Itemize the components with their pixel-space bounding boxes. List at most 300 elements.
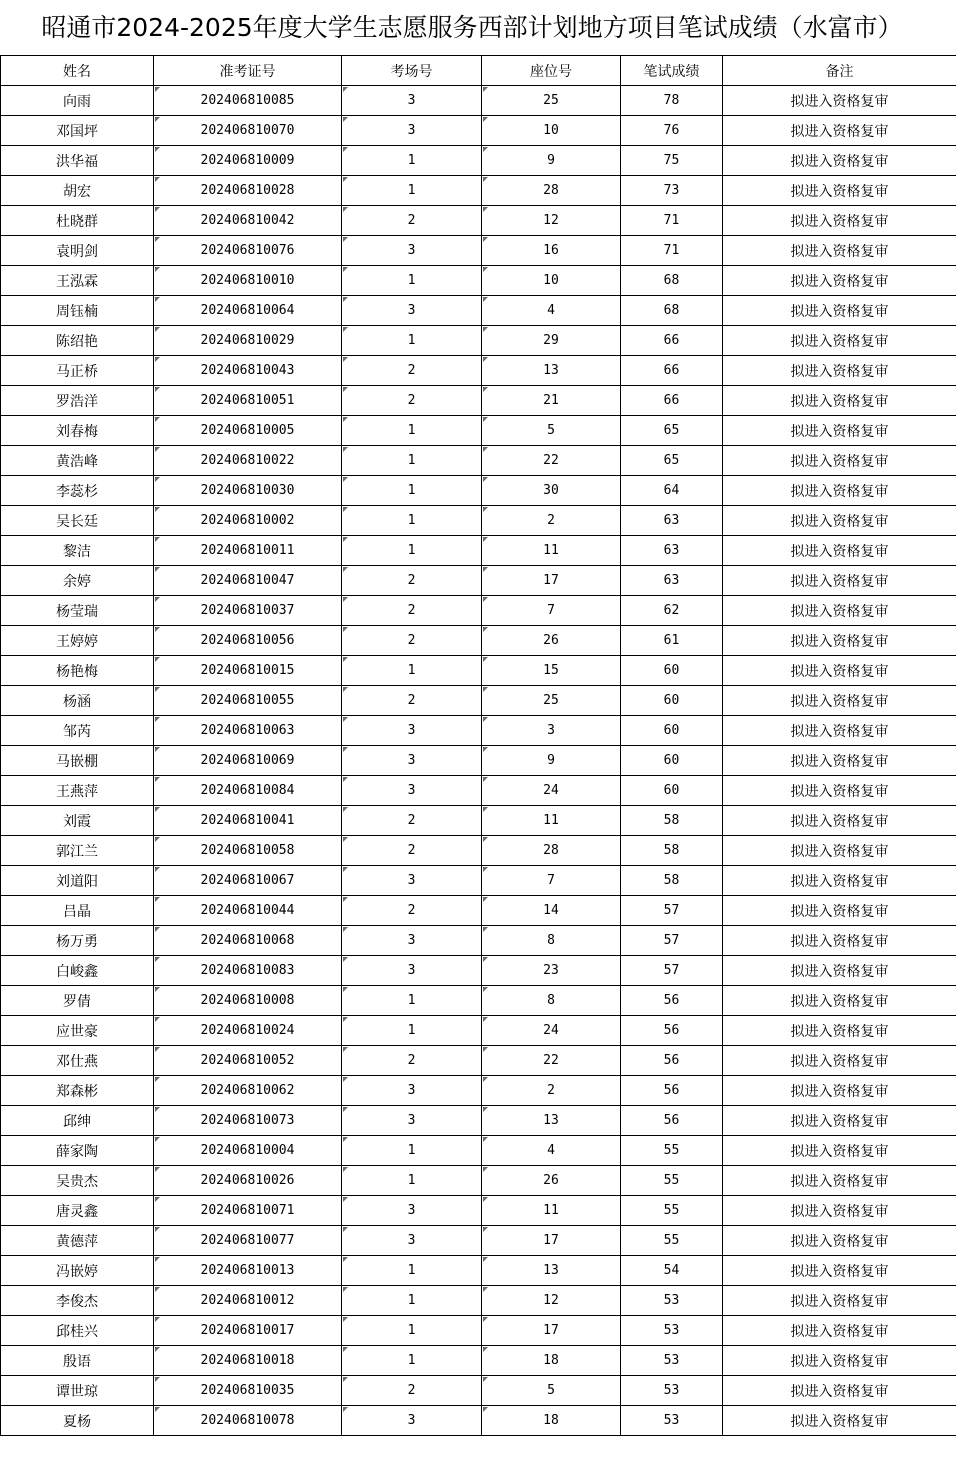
cell-written-score: 71 [621, 236, 723, 266]
cell-remarks: 拟进入资格复审 [723, 1226, 956, 1256]
cell-exam-room: 3 [342, 1196, 482, 1226]
cell-ticket-number: 202406810024 [154, 1016, 342, 1046]
cell-seat-number: 11 [482, 806, 621, 836]
cell-ticket-number: 202406810008 [154, 986, 342, 1016]
cell-written-score: 53 [621, 1406, 723, 1436]
table-row [1, 626, 956, 656]
table-row [1, 776, 956, 806]
cell-name: 王泓霖 [1, 266, 154, 296]
table-row [1, 146, 956, 176]
cell-name: 邹芮 [1, 716, 154, 746]
cell-name: 邓仕燕 [1, 1046, 154, 1076]
cell-seat-number: 17 [482, 1316, 621, 1346]
cell-written-score: 76 [621, 116, 723, 146]
table-row [1, 956, 956, 986]
cell-exam-room: 3 [342, 1226, 482, 1256]
cell-name: 邱绅 [1, 1106, 154, 1136]
cell-ticket-number: 202406810042 [154, 206, 342, 236]
cell-seat-number: 13 [482, 1256, 621, 1286]
cell-remarks: 拟进入资格复审 [723, 1046, 956, 1076]
cell-remarks: 拟进入资格复审 [723, 836, 956, 866]
header-seat-number: 座位号 [482, 56, 621, 86]
cell-seat-number: 12 [482, 206, 621, 236]
cell-exam-room: 1 [342, 146, 482, 176]
cell-exam-room: 2 [342, 626, 482, 656]
cell-written-score: 63 [621, 536, 723, 566]
cell-seat-number: 15 [482, 656, 621, 686]
cell-remarks: 拟进入资格复审 [723, 626, 956, 656]
cell-ticket-number: 202406810064 [154, 296, 342, 326]
cell-exam-room: 2 [342, 1046, 482, 1076]
cell-name: 冯嵌婷 [1, 1256, 154, 1286]
cell-ticket-number: 202406810052 [154, 1046, 342, 1076]
cell-name: 黄浩峰 [1, 446, 154, 476]
cell-ticket-number: 202406810085 [154, 86, 342, 116]
table-row [1, 506, 956, 536]
cell-seat-number: 11 [482, 1196, 621, 1226]
table-row [1, 1016, 956, 1046]
cell-remarks: 拟进入资格复审 [723, 146, 956, 176]
table-row [1, 176, 956, 206]
cell-name: 李俊杰 [1, 1286, 154, 1316]
cell-exam-room: 3 [342, 296, 482, 326]
cell-name: 郑森彬 [1, 1076, 154, 1106]
table-row [1, 1406, 956, 1436]
cell-ticket-number: 202406810029 [154, 326, 342, 356]
cell-seat-number: 17 [482, 566, 621, 596]
cell-written-score: 71 [621, 206, 723, 236]
table-row [1, 716, 956, 746]
cell-exam-room: 1 [342, 266, 482, 296]
table-row [1, 1226, 956, 1256]
cell-seat-number: 24 [482, 1016, 621, 1046]
cell-name: 谭世琼 [1, 1376, 154, 1406]
cell-ticket-number: 202406810069 [154, 746, 342, 776]
cell-exam-room: 3 [342, 776, 482, 806]
cell-ticket-number: 202406810073 [154, 1106, 342, 1136]
cell-name: 杨万勇 [1, 926, 154, 956]
cell-ticket-number: 202406810071 [154, 1196, 342, 1226]
cell-remarks: 拟进入资格复审 [723, 1016, 956, 1046]
cell-name: 唐灵鑫 [1, 1196, 154, 1226]
cell-seat-number: 8 [482, 926, 621, 956]
cell-seat-number: 10 [482, 116, 621, 146]
cell-exam-room: 3 [342, 86, 482, 116]
cell-exam-room: 3 [342, 926, 482, 956]
cell-seat-number: 17 [482, 1226, 621, 1256]
cell-ticket-number: 202406810017 [154, 1316, 342, 1346]
cell-written-score: 62 [621, 596, 723, 626]
cell-written-score: 60 [621, 746, 723, 776]
cell-seat-number: 28 [482, 836, 621, 866]
cell-remarks: 拟进入资格复审 [723, 656, 956, 686]
cell-exam-room: 1 [342, 506, 482, 536]
cell-remarks: 拟进入资格复审 [723, 896, 956, 926]
cell-seat-number: 26 [482, 1166, 621, 1196]
cell-exam-room: 3 [342, 1406, 482, 1436]
cell-written-score: 61 [621, 626, 723, 656]
cell-seat-number: 25 [482, 686, 621, 716]
cell-ticket-number: 202406810009 [154, 146, 342, 176]
cell-exam-room: 1 [342, 1136, 482, 1166]
cell-seat-number: 4 [482, 296, 621, 326]
cell-written-score: 75 [621, 146, 723, 176]
cell-seat-number: 5 [482, 1376, 621, 1406]
cell-written-score: 54 [621, 1256, 723, 1286]
cell-exam-room: 1 [342, 476, 482, 506]
cell-ticket-number: 202406810022 [154, 446, 342, 476]
cell-remarks: 拟进入资格复审 [723, 1076, 956, 1106]
cell-remarks: 拟进入资格复审 [723, 1346, 956, 1376]
cell-written-score: 63 [621, 566, 723, 596]
cell-seat-number: 25 [482, 86, 621, 116]
cell-exam-room: 3 [342, 1106, 482, 1136]
cell-written-score: 66 [621, 356, 723, 386]
cell-written-score: 73 [621, 176, 723, 206]
cell-exam-room: 1 [342, 1286, 482, 1316]
cell-exam-room: 1 [342, 656, 482, 686]
cell-seat-number: 24 [482, 776, 621, 806]
cell-written-score: 55 [621, 1166, 723, 1196]
cell-remarks: 拟进入资格复审 [723, 1376, 956, 1406]
cell-written-score: 53 [621, 1316, 723, 1346]
cell-seat-number: 5 [482, 416, 621, 446]
cell-ticket-number: 202406810051 [154, 386, 342, 416]
cell-ticket-number: 202406810068 [154, 926, 342, 956]
cell-ticket-number: 202406810030 [154, 476, 342, 506]
cell-seat-number: 3 [482, 716, 621, 746]
cell-remarks: 拟进入资格复审 [723, 536, 956, 566]
cell-ticket-number: 202406810010 [154, 266, 342, 296]
cell-exam-room: 2 [342, 386, 482, 416]
cell-ticket-number: 202406810004 [154, 1136, 342, 1166]
cell-remarks: 拟进入资格复审 [723, 596, 956, 626]
cell-name: 吴贵杰 [1, 1166, 154, 1196]
table-row [1, 446, 956, 476]
cell-name: 吴长廷 [1, 506, 154, 536]
cell-remarks: 拟进入资格复审 [723, 446, 956, 476]
table-row [1, 836, 956, 866]
table-row [1, 1076, 956, 1106]
cell-name: 郭江兰 [1, 836, 154, 866]
cell-remarks: 拟进入资格复审 [723, 506, 956, 536]
cell-exam-room: 3 [342, 236, 482, 266]
cell-written-score: 65 [621, 446, 723, 476]
cell-ticket-number: 202406810013 [154, 1256, 342, 1286]
cell-written-score: 55 [621, 1196, 723, 1226]
cell-name: 白峻鑫 [1, 956, 154, 986]
table-row [1, 1166, 956, 1196]
table-row [1, 206, 956, 236]
table-row [1, 1286, 956, 1316]
cell-written-score: 60 [621, 776, 723, 806]
table-body [1, 86, 956, 1436]
cell-written-score: 57 [621, 926, 723, 956]
cell-written-score: 60 [621, 656, 723, 686]
table-row [1, 326, 956, 356]
cell-written-score: 66 [621, 326, 723, 356]
cell-written-score: 78 [621, 86, 723, 116]
cell-exam-room: 2 [342, 566, 482, 596]
table-row [1, 116, 956, 146]
cell-name: 王燕萍 [1, 776, 154, 806]
cell-seat-number: 29 [482, 326, 621, 356]
cell-ticket-number: 202406810044 [154, 896, 342, 926]
cell-written-score: 65 [621, 416, 723, 446]
cell-exam-room: 1 [342, 536, 482, 566]
table-row [1, 1256, 956, 1286]
table-row [1, 296, 956, 326]
cell-name: 杨莹瑞 [1, 596, 154, 626]
cell-ticket-number: 202406810070 [154, 116, 342, 146]
cell-seat-number: 7 [482, 596, 621, 626]
cell-ticket-number: 202406810058 [154, 836, 342, 866]
cell-seat-number: 18 [482, 1406, 621, 1436]
cell-remarks: 拟进入资格复审 [723, 476, 956, 506]
cell-name: 余婷 [1, 566, 154, 596]
cell-remarks: 拟进入资格复审 [723, 116, 956, 146]
cell-written-score: 56 [621, 986, 723, 1016]
cell-exam-room: 3 [342, 866, 482, 896]
cell-remarks: 拟进入资格复审 [723, 1196, 956, 1226]
table-row [1, 1046, 956, 1076]
cell-written-score: 57 [621, 896, 723, 926]
cell-exam-room: 1 [342, 446, 482, 476]
table-row [1, 866, 956, 896]
cell-ticket-number: 202406810055 [154, 686, 342, 716]
cell-remarks: 拟进入资格复审 [723, 776, 956, 806]
table-row [1, 476, 956, 506]
cell-seat-number: 13 [482, 356, 621, 386]
cell-ticket-number: 202406810047 [154, 566, 342, 596]
cell-seat-number: 21 [482, 386, 621, 416]
cell-name: 向雨 [1, 86, 154, 116]
table-row [1, 806, 956, 836]
cell-name: 黎洁 [1, 536, 154, 566]
cell-remarks: 拟进入资格复审 [723, 926, 956, 956]
table-row [1, 896, 956, 926]
cell-name: 李蕊杉 [1, 476, 154, 506]
cell-written-score: 58 [621, 806, 723, 836]
cell-seat-number: 16 [482, 236, 621, 266]
cell-ticket-number: 202406810056 [154, 626, 342, 656]
cell-ticket-number: 202406810043 [154, 356, 342, 386]
table-row [1, 386, 956, 416]
cell-name: 杨艳梅 [1, 656, 154, 686]
cell-name: 袁明剑 [1, 236, 154, 266]
table-row [1, 356, 956, 386]
cell-written-score: 63 [621, 506, 723, 536]
cell-name: 刘道阳 [1, 866, 154, 896]
page-title: 昭通市2024-2025年度大学生志愿服务西部计划地方项目笔试成绩（水富市） [41, 13, 903, 42]
cell-seat-number: 13 [482, 1106, 621, 1136]
cell-name: 马嵌棚 [1, 746, 154, 776]
scores-table [0, 55, 956, 1436]
cell-written-score: 53 [621, 1346, 723, 1376]
table-row [1, 1346, 956, 1376]
cell-remarks: 拟进入资格复审 [723, 86, 956, 116]
cell-exam-room: 2 [342, 1376, 482, 1406]
cell-exam-room: 3 [342, 716, 482, 746]
cell-remarks: 拟进入资格复审 [723, 1316, 956, 1346]
cell-written-score: 56 [621, 1046, 723, 1076]
cell-seat-number: 22 [482, 1046, 621, 1076]
cell-remarks: 拟进入资格复审 [723, 1166, 956, 1196]
cell-name: 殷语 [1, 1346, 154, 1376]
cell-seat-number: 30 [482, 476, 621, 506]
cell-written-score: 56 [621, 1106, 723, 1136]
header-name: 姓名 [1, 56, 154, 86]
cell-ticket-number: 202406810026 [154, 1166, 342, 1196]
cell-remarks: 拟进入资格复审 [723, 326, 956, 356]
cell-remarks: 拟进入资格复审 [723, 206, 956, 236]
cell-ticket-number: 202406810077 [154, 1226, 342, 1256]
cell-ticket-number: 202406810062 [154, 1076, 342, 1106]
cell-ticket-number: 202406810078 [154, 1406, 342, 1436]
cell-name: 邱桂兴 [1, 1316, 154, 1346]
cell-remarks: 拟进入资格复审 [723, 356, 956, 386]
cell-remarks: 拟进入资格复审 [723, 746, 956, 776]
cell-seat-number: 18 [482, 1346, 621, 1376]
cell-name: 罗浩洋 [1, 386, 154, 416]
cell-seat-number: 14 [482, 896, 621, 926]
cell-ticket-number: 202406810076 [154, 236, 342, 266]
cell-exam-room: 3 [342, 746, 482, 776]
cell-exam-room: 2 [342, 596, 482, 626]
table-row [1, 986, 956, 1016]
header-ticket-number: 准考证号 [154, 56, 342, 86]
cell-written-score: 68 [621, 266, 723, 296]
cell-written-score: 57 [621, 956, 723, 986]
cell-ticket-number: 202406810063 [154, 716, 342, 746]
cell-written-score: 53 [621, 1286, 723, 1316]
cell-remarks: 拟进入资格复审 [723, 416, 956, 446]
cell-ticket-number: 202406810037 [154, 596, 342, 626]
cell-written-score: 56 [621, 1076, 723, 1106]
cell-remarks: 拟进入资格复审 [723, 1406, 956, 1436]
cell-remarks: 拟进入资格复审 [723, 296, 956, 326]
table-row [1, 596, 956, 626]
cell-exam-room: 2 [342, 896, 482, 926]
cell-ticket-number: 202406810028 [154, 176, 342, 206]
table-row [1, 1316, 956, 1346]
table-row [1, 1376, 956, 1406]
cell-exam-room: 1 [342, 1256, 482, 1286]
cell-name: 薛家陶 [1, 1136, 154, 1166]
cell-ticket-number: 202406810002 [154, 506, 342, 536]
cell-remarks: 拟进入资格复审 [723, 866, 956, 896]
cell-seat-number: 23 [482, 956, 621, 986]
cell-seat-number: 7 [482, 866, 621, 896]
cell-ticket-number: 202406810018 [154, 1346, 342, 1376]
cell-remarks: 拟进入资格复审 [723, 1106, 956, 1136]
table-row [1, 746, 956, 776]
cell-name: 罗倩 [1, 986, 154, 1016]
cell-seat-number: 11 [482, 536, 621, 566]
cell-seat-number: 2 [482, 1076, 621, 1106]
cell-seat-number: 26 [482, 626, 621, 656]
cell-exam-room: 2 [342, 356, 482, 386]
cell-exam-room: 2 [342, 686, 482, 716]
cell-exam-room: 3 [342, 116, 482, 146]
table-row [1, 1196, 956, 1226]
cell-seat-number: 2 [482, 506, 621, 536]
cell-remarks: 拟进入资格复审 [723, 806, 956, 836]
cell-name: 洪华福 [1, 146, 154, 176]
cell-seat-number: 12 [482, 1286, 621, 1316]
cell-exam-room: 3 [342, 1076, 482, 1106]
cell-ticket-number: 202406810035 [154, 1376, 342, 1406]
cell-written-score: 55 [621, 1226, 723, 1256]
cell-remarks: 拟进入资格复审 [723, 1136, 956, 1166]
table-row [1, 926, 956, 956]
cell-remarks: 拟进入资格复审 [723, 176, 956, 206]
cell-written-score: 60 [621, 686, 723, 716]
cell-remarks: 拟进入资格复审 [723, 236, 956, 266]
cell-seat-number: 9 [482, 746, 621, 776]
table-header-row [1, 56, 956, 86]
cell-exam-room: 1 [342, 1166, 482, 1196]
cell-ticket-number: 202406810083 [154, 956, 342, 986]
cell-remarks: 拟进入资格复审 [723, 386, 956, 416]
cell-name: 陈绍艳 [1, 326, 154, 356]
cell-name: 王婷婷 [1, 626, 154, 656]
cell-exam-room: 3 [342, 956, 482, 986]
cell-name: 邓国坪 [1, 116, 154, 146]
cell-remarks: 拟进入资格复审 [723, 986, 956, 1016]
cell-name: 杜晓群 [1, 206, 154, 236]
cell-name: 夏杨 [1, 1406, 154, 1436]
cell-exam-room: 2 [342, 206, 482, 236]
table-row [1, 1106, 956, 1136]
table-row [1, 566, 956, 596]
cell-remarks: 拟进入资格复审 [723, 1256, 956, 1286]
cell-name: 杨涵 [1, 686, 154, 716]
header-written-score: 笔试成绩 [621, 56, 723, 86]
cell-remarks: 拟进入资格复审 [723, 956, 956, 986]
cell-remarks: 拟进入资格复审 [723, 1286, 956, 1316]
cell-written-score: 68 [621, 296, 723, 326]
cell-exam-room: 1 [342, 1316, 482, 1346]
cell-remarks: 拟进入资格复审 [723, 566, 956, 596]
header-exam-room: 考场号 [342, 56, 482, 86]
header-remarks: 备注 [723, 56, 956, 86]
cell-name: 应世豪 [1, 1016, 154, 1046]
cell-written-score: 55 [621, 1136, 723, 1166]
cell-name: 刘春梅 [1, 416, 154, 446]
cell-written-score: 58 [621, 836, 723, 866]
cell-ticket-number: 202406810067 [154, 866, 342, 896]
cell-ticket-number: 202406810005 [154, 416, 342, 446]
table-row [1, 266, 956, 296]
cell-ticket-number: 202406810015 [154, 656, 342, 686]
cell-name: 黄德萍 [1, 1226, 154, 1256]
cell-name: 周钰楠 [1, 296, 154, 326]
cell-name: 吕晶 [1, 896, 154, 926]
cell-exam-room: 1 [342, 176, 482, 206]
cell-written-score: 60 [621, 716, 723, 746]
cell-written-score: 58 [621, 866, 723, 896]
table-row [1, 1136, 956, 1166]
cell-ticket-number: 202406810012 [154, 1286, 342, 1316]
cell-seat-number: 9 [482, 146, 621, 176]
cell-name: 胡宏 [1, 176, 154, 206]
cell-name: 马正桥 [1, 356, 154, 386]
cell-exam-room: 2 [342, 836, 482, 866]
cell-exam-room: 1 [342, 326, 482, 356]
cell-exam-room: 1 [342, 1016, 482, 1046]
table-row [1, 236, 956, 266]
